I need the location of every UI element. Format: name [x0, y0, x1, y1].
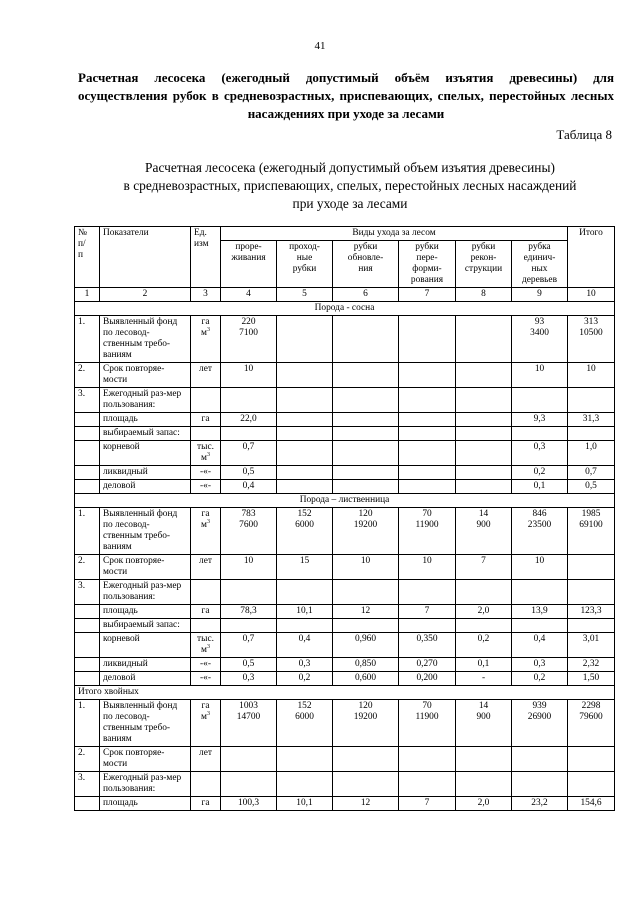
row-value-1 [221, 427, 277, 441]
row-value-5: 2,0 [456, 797, 512, 811]
row-label: Ежегодный раз-мер пользования: [100, 388, 191, 413]
row-value-7: 1,50 [568, 672, 615, 686]
row-value-1: 783 7600 [221, 508, 277, 555]
row-number: 1. [75, 316, 100, 363]
row-value-4 [399, 427, 456, 441]
row-value-3 [333, 619, 399, 633]
row-value-1: 220 7100 [221, 316, 277, 363]
column-number-9: 9 [512, 288, 568, 302]
row-value-5: - [456, 672, 512, 686]
row-value-3 [333, 427, 399, 441]
row-label: выбираемый запас: [100, 619, 191, 633]
row-value-6: 9,3 [512, 413, 568, 427]
row-value-5 [456, 480, 512, 494]
column-number-6: 6 [333, 288, 399, 302]
row-value-6 [512, 772, 568, 797]
row-value-2 [277, 466, 333, 480]
row-number: 1. [75, 508, 100, 555]
row-value-4: 70 11900 [399, 700, 456, 747]
table-row [75, 747, 615, 772]
table-row [75, 580, 615, 605]
row-value-5 [456, 580, 512, 605]
row-value-5: 7 [456, 555, 512, 580]
row-value-3 [333, 441, 399, 466]
row-value-1: 0,7 [221, 441, 277, 466]
row-value-1 [221, 580, 277, 605]
table-row [75, 413, 615, 427]
row-value-4: 10 [399, 555, 456, 580]
row-label: Выявленный фонд по лесовод-ственным требо-ваниям [100, 508, 191, 555]
row-value-4 [399, 466, 456, 480]
header-type-3: рубки обновле- ния [333, 241, 399, 288]
table-row [75, 480, 615, 494]
row-value-7: 1,0 [568, 441, 615, 466]
row-unit: га [191, 413, 221, 427]
row-value-2 [277, 441, 333, 466]
row-value-7 [568, 427, 615, 441]
table-title [60, 159, 640, 213]
table-row [75, 700, 615, 747]
column-number-5: 5 [277, 288, 333, 302]
row-value-2: 0,4 [277, 633, 333, 658]
row-number: 3. [75, 580, 100, 605]
row-value-3: 0,960 [333, 633, 399, 658]
row-value-6: 10 [512, 363, 568, 388]
row-value-5 [456, 619, 512, 633]
row-value-4 [399, 413, 456, 427]
row-value-2: 0,2 [277, 672, 333, 686]
row-number [75, 413, 100, 427]
header-type-4: рубки пере- форми- рования [399, 241, 456, 288]
row-value-2: 15 [277, 555, 333, 580]
row-value-7: 2298 79600 [568, 700, 615, 747]
row-value-5 [456, 388, 512, 413]
row-value-1: 1003 14700 [221, 700, 277, 747]
row-value-6: 13,9 [512, 605, 568, 619]
row-unit: -«- [191, 466, 221, 480]
row-value-2: 152 6000 [277, 508, 333, 555]
row-label: Ежегодный раз-мер пользования: [100, 772, 191, 797]
row-label: корневой [100, 441, 191, 466]
row-value-4 [399, 619, 456, 633]
section-heading: Расчетная лесосека (ежегодный допустимый объём изъятия древесины) для осуществления рубок в средневозрастных, приспевающих, спелых, перестойных лесных насаждениях при уходе за лесами [78, 70, 614, 121]
section-row [75, 494, 615, 508]
table-row [75, 466, 615, 480]
row-value-1: 0,3 [221, 672, 277, 686]
row-label: ликвидный [100, 658, 191, 672]
row-label: площадь [100, 605, 191, 619]
row-number: 3. [75, 772, 100, 797]
row-value-4 [399, 363, 456, 388]
header-type-2: проход- ные рубки [277, 241, 333, 288]
row-value-6: 846 23500 [512, 508, 568, 555]
row-value-4 [399, 480, 456, 494]
row-value-5 [456, 363, 512, 388]
row-number [75, 441, 100, 466]
row-number: 2. [75, 747, 100, 772]
row-value-2 [277, 316, 333, 363]
table-row [75, 658, 615, 672]
row-value-4 [399, 388, 456, 413]
row-value-2 [277, 388, 333, 413]
table-row [75, 619, 615, 633]
row-value-2 [277, 427, 333, 441]
row-value-4 [399, 772, 456, 797]
row-unit: тыс. $м^3$ [191, 441, 221, 466]
row-value-1: 22,0 [221, 413, 277, 427]
row-value-4: 0,350 [399, 633, 456, 658]
row-value-5: 14 900 [456, 700, 512, 747]
row-value-4: 0,200 [399, 672, 456, 686]
row-value-7: 0,5 [568, 480, 615, 494]
row-value-6 [512, 427, 568, 441]
row-unit [191, 619, 221, 633]
row-unit: га [191, 605, 221, 619]
row-label: Срок повторяе-мости [100, 555, 191, 580]
table-row [75, 605, 615, 619]
row-value-3 [333, 316, 399, 363]
row-label: Срок повторяе-мости [100, 747, 191, 772]
row-number: 2. [75, 363, 100, 388]
row-value-7: 1985 69100 [568, 508, 615, 555]
row-value-7: 2,32 [568, 658, 615, 672]
row-label: Выявленный фонд по лесовод-ственным требо-ваниям [100, 700, 191, 747]
row-value-5 [456, 413, 512, 427]
row-value-6 [512, 619, 568, 633]
allowable-cut-table [74, 226, 615, 811]
column-number-10: 10 [568, 288, 615, 302]
row-unit [191, 427, 221, 441]
table-row [75, 316, 615, 363]
row-value-1: 78,3 [221, 605, 277, 619]
row-value-2: 10,1 [277, 797, 333, 811]
row-value-3: 12 [333, 797, 399, 811]
row-value-6: 939 26900 [512, 700, 568, 747]
row-number [75, 466, 100, 480]
table-row [75, 672, 615, 686]
row-value-3 [333, 580, 399, 605]
row-unit: га [191, 797, 221, 811]
row-value-6: 0,1 [512, 480, 568, 494]
row-value-7: 313 10500 [568, 316, 615, 363]
row-number [75, 619, 100, 633]
section-title: Итого хвойных [75, 686, 615, 700]
row-label: площадь [100, 413, 191, 427]
table-title-line-1: Расчетная лесосека (ежегодный допустимый объем изъятия древесины) [145, 160, 555, 175]
row-value-5 [456, 747, 512, 772]
row-value-6: 0,3 [512, 441, 568, 466]
row-number [75, 797, 100, 811]
row-value-3 [333, 388, 399, 413]
row-value-3 [333, 772, 399, 797]
row-value-7 [568, 580, 615, 605]
row-value-5: 14 900 [456, 508, 512, 555]
row-value-7: 154,6 [568, 797, 615, 811]
column-numbers-row [75, 288, 615, 302]
row-value-3: 120 19200 [333, 700, 399, 747]
row-value-1 [221, 747, 277, 772]
row-value-6: 0,4 [512, 633, 568, 658]
row-value-2 [277, 413, 333, 427]
row-value-1: 0,7 [221, 633, 277, 658]
row-value-6: 10 [512, 555, 568, 580]
row-label: ликвидный [100, 466, 191, 480]
row-unit: лет [191, 555, 221, 580]
section-row [75, 686, 615, 700]
row-label: корневой [100, 633, 191, 658]
row-value-5 [456, 427, 512, 441]
row-value-1 [221, 388, 277, 413]
table-row [75, 772, 615, 797]
row-unit: лет [191, 747, 221, 772]
page-number: 41 [314, 40, 326, 52]
column-number-7: 7 [399, 288, 456, 302]
row-value-5: 0,2 [456, 633, 512, 658]
row-value-4: 7 [399, 797, 456, 811]
row-unit: лет [191, 363, 221, 388]
row-value-2 [277, 619, 333, 633]
section-title: Порода – лиственница [75, 494, 615, 508]
header-num: № п/ п [75, 227, 100, 288]
row-value-3: 10 [333, 555, 399, 580]
row-value-7 [568, 555, 615, 580]
table-row [75, 441, 615, 466]
row-unit: -«- [191, 480, 221, 494]
row-unit: -«- [191, 672, 221, 686]
section-title: Порода - сосна [75, 302, 615, 316]
row-value-2 [277, 363, 333, 388]
row-value-2: 0,3 [277, 658, 333, 672]
row-value-5: 0,1 [456, 658, 512, 672]
header-total: Итого [568, 227, 615, 288]
row-value-5: 2,0 [456, 605, 512, 619]
row-unit: га $м^3$ [191, 508, 221, 555]
row-label: Ежегодный раз-мер пользования: [100, 580, 191, 605]
row-value-6 [512, 388, 568, 413]
table-row [75, 555, 615, 580]
row-number [75, 672, 100, 686]
row-value-6 [512, 747, 568, 772]
row-number [75, 633, 100, 658]
row-label: Выявленный фонд по лесовод-ственным требо-ваниям [100, 316, 191, 363]
table-row [75, 388, 615, 413]
row-value-7 [568, 747, 615, 772]
table-label: Таблица 8 [556, 127, 612, 142]
column-number-2: 2 [100, 288, 191, 302]
section-row [75, 302, 615, 316]
row-value-7: 10 [568, 363, 615, 388]
row-value-5 [456, 772, 512, 797]
row-unit: га $м^3$ [191, 700, 221, 747]
row-value-1: 10 [221, 363, 277, 388]
row-unit [191, 580, 221, 605]
row-number: 3. [75, 388, 100, 413]
row-value-3 [333, 747, 399, 772]
row-value-6 [512, 580, 568, 605]
row-value-5 [456, 441, 512, 466]
row-label: Срок повторяе-мости [100, 363, 191, 388]
row-value-1: 10 [221, 555, 277, 580]
table-row [75, 633, 615, 658]
table-row [75, 508, 615, 555]
table-title-line-2: в средневозрастных, приспевающих, спелых, перестойных лесных насаждений [123, 178, 577, 193]
header-type-5: рубки рекон- струкции [456, 241, 512, 288]
row-value-2 [277, 580, 333, 605]
row-value-2: 152 6000 [277, 700, 333, 747]
row-value-7: 31,3 [568, 413, 615, 427]
row-value-4 [399, 441, 456, 466]
row-value-2 [277, 772, 333, 797]
table-row [75, 363, 615, 388]
row-value-4: 0,270 [399, 658, 456, 672]
row-value-2 [277, 747, 333, 772]
row-value-2 [277, 480, 333, 494]
row-value-3 [333, 413, 399, 427]
row-unit: -«- [191, 658, 221, 672]
header-type-6: рубка единич- ных деревьев [512, 241, 568, 288]
row-value-6: 0,3 [512, 658, 568, 672]
column-number-1: 1 [75, 288, 100, 302]
row-value-1: 100,3 [221, 797, 277, 811]
column-number-4: 4 [221, 288, 277, 302]
row-value-7 [568, 772, 615, 797]
row-unit: га $м^3$ [191, 316, 221, 363]
row-number [75, 605, 100, 619]
row-value-4 [399, 316, 456, 363]
header-row-1 [75, 227, 615, 241]
row-value-4: 70 11900 [399, 508, 456, 555]
row-value-3 [333, 480, 399, 494]
row-value-6: 0,2 [512, 466, 568, 480]
column-number-8: 8 [456, 288, 512, 302]
header-care-types: Виды ухода за лесом [221, 227, 568, 241]
row-label: площадь [100, 797, 191, 811]
row-label: деловой [100, 480, 191, 494]
header-type-1: проре- живания [221, 241, 277, 288]
row-unit [191, 772, 221, 797]
row-value-4 [399, 747, 456, 772]
row-number: 1. [75, 700, 100, 747]
row-value-3 [333, 363, 399, 388]
row-number [75, 658, 100, 672]
table-title-line-3: при уходе за лесами [292, 196, 408, 211]
row-number [75, 427, 100, 441]
row-unit [191, 388, 221, 413]
row-value-7: 0,7 [568, 466, 615, 480]
row-label: деловой [100, 672, 191, 686]
row-value-3: 120 19200 [333, 508, 399, 555]
row-value-6: 23,2 [512, 797, 568, 811]
header-indicator: Показатели [100, 227, 191, 288]
header-unit: Ед. изм [191, 227, 221, 288]
row-value-3 [333, 466, 399, 480]
row-value-2: 10,1 [277, 605, 333, 619]
row-value-7 [568, 388, 615, 413]
row-value-1: 0,5 [221, 466, 277, 480]
row-value-7 [568, 619, 615, 633]
row-value-1 [221, 619, 277, 633]
row-value-3: 0,850 [333, 658, 399, 672]
row-value-7: 3,01 [568, 633, 615, 658]
row-value-6: 0,2 [512, 672, 568, 686]
row-value-4 [399, 580, 456, 605]
row-label: выбираемый запас: [100, 427, 191, 441]
row-value-4: 7 [399, 605, 456, 619]
row-value-7: 123,3 [568, 605, 615, 619]
row-value-6: 93 3400 [512, 316, 568, 363]
row-value-3: 12 [333, 605, 399, 619]
row-value-3: 0,600 [333, 672, 399, 686]
row-value-5 [456, 316, 512, 363]
row-number: 2. [75, 555, 100, 580]
table-row [75, 427, 615, 441]
column-number-3: 3 [191, 288, 221, 302]
table-row [75, 797, 615, 811]
row-number [75, 480, 100, 494]
row-value-1: 0,5 [221, 658, 277, 672]
row-value-1 [221, 772, 277, 797]
row-value-5 [456, 466, 512, 480]
row-value-1: 0,4 [221, 480, 277, 494]
row-unit: тыс. $м^3$ [191, 633, 221, 658]
